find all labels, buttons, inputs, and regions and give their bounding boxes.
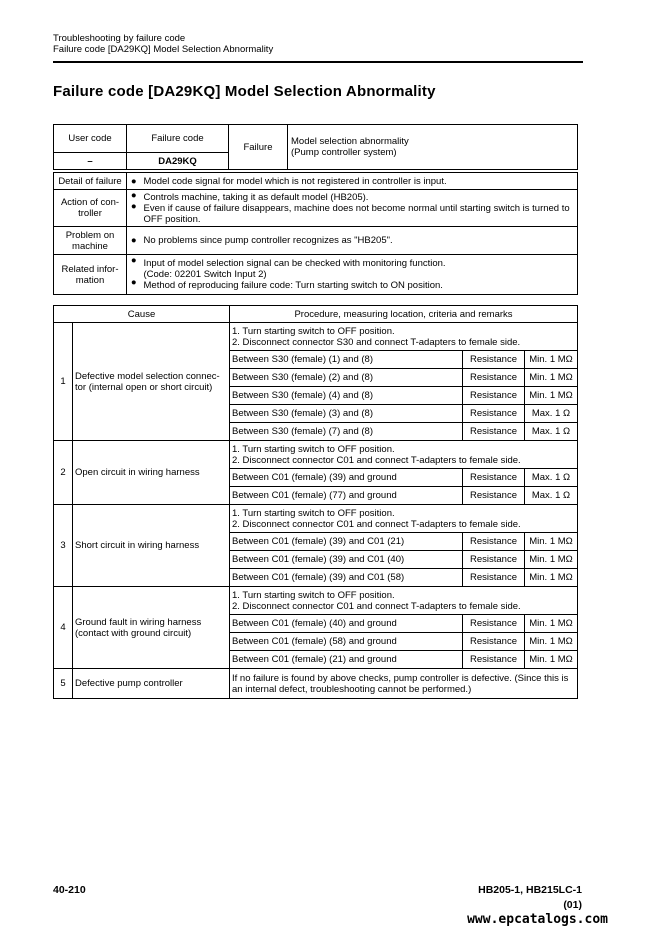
cause-row: [54, 587, 578, 615]
measurement-criteria: Min. 1 MΩ: [525, 633, 578, 651]
measurement-criteria: Min. 1 MΩ: [525, 551, 578, 569]
measurement-type: Resistance: [463, 487, 525, 505]
cause-table: [53, 305, 578, 699]
measurement-location: Between S30 (female) (3) and (8): [230, 405, 463, 423]
measurement-type: Resistance: [463, 551, 525, 569]
measurement-criteria: Max. 1 Ω: [525, 423, 578, 441]
action-text: [141, 190, 578, 227]
procedure-step: 2. Disconnect connector S30 and connect T-adapters to female side.: [232, 336, 521, 348]
problem-label-line1: Problem on: [65, 229, 115, 241]
action-label-line1: Action of con-: [60, 197, 120, 208]
measurement-type: Resistance: [463, 615, 525, 633]
cause-row: [54, 441, 578, 469]
detail-text: Model code signal for model which is not registered in controller is input.: [141, 173, 578, 190]
failure-text: Model selection abnormality: [291, 136, 409, 147]
related-label-line2: mation: [75, 274, 105, 286]
measurement-location: Between S30 (female) (2) and (8): [230, 369, 463, 387]
bullet: ●: [130, 277, 137, 288]
measurement-location: Between S30 (female) (1) and (8): [230, 351, 463, 369]
measurement-criteria: Min. 1 MΩ: [525, 351, 578, 369]
related-text: [141, 255, 578, 295]
measurement-type: Resistance: [463, 469, 525, 487]
procedure-step: 2. Disconnect connector C01 and connect T-adapters to female side.: [232, 454, 521, 466]
measurement-type: Resistance: [463, 405, 525, 423]
procedure-header: Procedure, measuring location, criteria and remarks: [230, 306, 578, 323]
failure-code-label: Failure code: [127, 125, 229, 153]
related-text-1: Input of model selection signal can be checked with monitoring function.: [143, 258, 446, 269]
revision: (01): [563, 899, 582, 911]
measurement-location: Between C01 (female) (40) and ground: [230, 615, 463, 633]
action-text-2: Even if cause of failure disappears, machine does not become normal until starting switch is turned to OFF position.: [143, 202, 570, 225]
cause-row: [54, 505, 578, 533]
related-text-2: Method of reproducing failure code: Turn starting switch to ON position.: [143, 280, 443, 291]
measurement-type: Resistance: [463, 569, 525, 587]
user-code-value: –: [54, 153, 127, 170]
cause-number: 1: [54, 323, 73, 441]
cause-text: Defective model selection connec-tor (internal open or short circuit): [73, 323, 230, 441]
page-title: Failure code [DA29KQ] Model Selection Abnormality: [53, 83, 436, 100]
measurement-location: Between C01 (female) (77) and ground: [230, 487, 463, 505]
page-number: 40-210: [53, 884, 86, 896]
measurement-location: Between C01 (female) (39) and C01 (58): [230, 569, 463, 587]
cause-text: Defective pump controller: [73, 669, 230, 699]
cause-text: Short circuit in wiring harness: [73, 505, 230, 587]
measurement-criteria: Min. 1 MΩ: [525, 569, 578, 587]
action-label-line2: troller: [78, 208, 102, 219]
failure-description: [288, 125, 578, 170]
bullet: ●: [130, 201, 137, 212]
cause-header: Cause: [54, 306, 230, 323]
procedure-step: 2. Disconnect connector C01 and connect T-adapters to female side.: [232, 518, 521, 530]
related-label-line1: Related infor-: [61, 263, 119, 275]
measurement-type: Resistance: [463, 633, 525, 651]
measurement-location: Between C01 (female) (39) and ground: [230, 469, 463, 487]
failure-label: Failure: [229, 125, 288, 170]
problem-text: No problems since pump controller recognizes as "HB205".: [141, 227, 578, 255]
cause-number: 4: [54, 587, 73, 669]
problem-label-line2: machine: [72, 240, 108, 252]
running-header: [53, 33, 273, 55]
model-number: HB205-1, HB215LC-1: [478, 884, 582, 896]
cause-number: 5: [54, 669, 73, 699]
cause-procedure: If no failure is found by above checks, pump controller is defective. (Since this is an internal defect, troubleshooting cannot be performed.): [230, 669, 578, 699]
cause-number: 3: [54, 505, 73, 587]
procedure-step: 1. Turn starting switch to OFF position.: [232, 443, 395, 455]
related-text-code: (Code: 02201 Switch Input 2): [143, 269, 267, 280]
procedure-steps: [230, 441, 578, 469]
bullet-group: [127, 255, 141, 295]
measurement-type: Resistance: [463, 351, 525, 369]
header-section: Troubleshooting by failure code: [53, 33, 186, 44]
failure-code-value: DA29KQ: [127, 153, 229, 170]
bullet: ●: [127, 173, 141, 190]
measurement-type: Resistance: [463, 387, 525, 405]
measurement-criteria: Max. 1 Ω: [525, 487, 578, 505]
measurement-criteria: Max. 1 Ω: [525, 405, 578, 423]
procedure-step: 2. Disconnect connector C01 and connect T-adapters to female side.: [232, 600, 521, 612]
measurement-criteria: Min. 1 MΩ: [525, 369, 578, 387]
user-code-label: User code: [54, 125, 127, 153]
header-subsection: Failure code [DA29KQ] Model Selection Abnormality: [53, 44, 274, 55]
failure-details-table: [53, 172, 578, 295]
procedure-steps: [230, 587, 578, 615]
measurement-type: Resistance: [463, 423, 525, 441]
cause-rows: [54, 323, 578, 669]
measurement-location: Between C01 (female) (58) and ground: [230, 633, 463, 651]
failure-summary-table: [53, 124, 578, 170]
cause-row: [54, 323, 578, 351]
measurement-location: Between C01 (female) (39) and C01 (21): [230, 533, 463, 551]
measurement-criteria: Min. 1 MΩ: [525, 615, 578, 633]
bullet-group: [127, 190, 141, 227]
measurement-criteria: Min. 1 MΩ: [525, 651, 578, 669]
cause-number: 2: [54, 441, 73, 505]
measurement-location: Between S30 (female) (7) and (8): [230, 423, 463, 441]
procedure-step: 1. Turn starting switch to OFF position.: [232, 589, 395, 601]
procedure-steps: [230, 323, 578, 351]
procedure-step: 1. Turn starting switch to OFF position.: [232, 507, 395, 519]
procedure-step: 1. Turn starting switch to OFF position.: [232, 325, 395, 337]
detail-label: Detail of failure: [54, 173, 127, 190]
measurement-type: Resistance: [463, 533, 525, 551]
measurement-criteria: Min. 1 MΩ: [525, 533, 578, 551]
bullet: ●: [127, 227, 141, 255]
problem-label: [54, 227, 127, 255]
related-label: [54, 255, 127, 295]
measurement-type: Resistance: [463, 651, 525, 669]
cause-text: Ground fault in wiring harness (contact with ground circuit): [73, 587, 230, 669]
measurement-location: Between C01 (female) (21) and ground: [230, 651, 463, 669]
measurement-location: Between S30 (female) (4) and (8): [230, 387, 463, 405]
measurement-criteria: Min. 1 MΩ: [525, 387, 578, 405]
bullet: ●: [130, 255, 137, 266]
watermark-link[interactable]: www.epcatalogs.com: [467, 912, 608, 927]
bullet: ●: [130, 190, 137, 201]
cause-text: Open circuit in wiring harness: [73, 441, 230, 505]
action-text-1: Controls machine, taking it as default model (HB205).: [143, 191, 369, 203]
procedure-steps: [230, 505, 578, 533]
action-label: [54, 190, 127, 227]
measurement-criteria: Max. 1 Ω: [525, 469, 578, 487]
measurement-type: Resistance: [463, 369, 525, 387]
header-rule: [53, 61, 583, 63]
measurement-location: Between C01 (female) (39) and C01 (40): [230, 551, 463, 569]
failure-system: (Pump controller system): [291, 147, 397, 158]
